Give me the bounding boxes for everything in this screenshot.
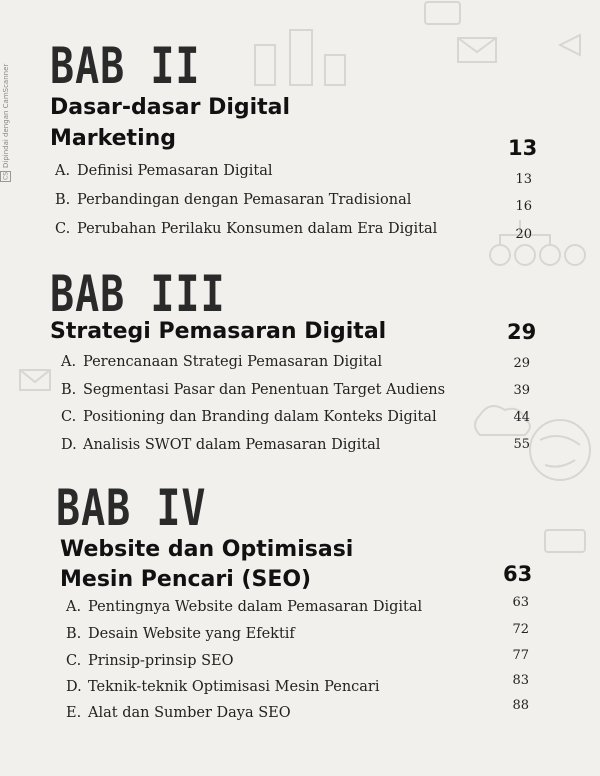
entry-letter: C.: [61, 409, 77, 425]
entry-page-number: 55: [513, 437, 530, 452]
entry-page-number: 13: [515, 172, 532, 187]
entry-letter: B.: [61, 382, 77, 398]
toc-entry: [61, 354, 382, 370]
scanner-watermark: [0, 2, 12, 182]
entry-page-number: 88: [512, 698, 529, 713]
toc-entry: [61, 437, 380, 453]
entry-text: Definisi Pemasaran Digital: [77, 163, 273, 179]
toc-entry: [66, 653, 234, 669]
toc-entry: [66, 626, 295, 642]
entry-text: Teknik-teknik Optimisasi Mesin Pencari: [88, 679, 380, 695]
entry-text: Perubahan Perilaku Konsumen dalam Era Digital: [77, 221, 438, 237]
entry-page-number: 16: [515, 199, 532, 214]
entry-text: Analisis SWOT dalam Pemasaran Digital: [83, 437, 381, 453]
chapter-title-line2: Marketing: [50, 126, 177, 151]
camscanner-logo-icon: CS: [2, 172, 10, 181]
chapter-title-line2: Mesin Pencari (SEO): [60, 567, 312, 592]
entry-page-number: 20: [515, 227, 532, 242]
toc-entry: [66, 679, 380, 695]
toc-entry: [55, 192, 411, 208]
entry-page-number: 83: [512, 673, 529, 688]
entry-text: Perbandingan dengan Pemasaran Tradisional: [77, 192, 412, 208]
entry-letter: E.: [66, 705, 82, 721]
entry-letter: C.: [55, 221, 71, 237]
chapter-label: BAB II: [50, 38, 201, 96]
entry-letter: C.: [66, 653, 82, 669]
entry-text: Perencanaan Strategi Pemasaran Digital: [83, 354, 383, 370]
entry-page-number: 44: [513, 410, 530, 425]
toc-entry: [66, 705, 291, 721]
chapter-page-number: 29: [507, 320, 537, 344]
chapter-label: BAB III: [50, 266, 226, 324]
entry-text: Segmentasi Pasar dan Penentuan Target Audiens: [83, 382, 446, 398]
entry-text: Prinsip-prinsip SEO: [88, 653, 234, 669]
entry-text: Pentingnya Website dalam Pemasaran Digital: [88, 599, 423, 615]
entry-text: Positioning dan Branding dalam Konteks Digital: [83, 409, 437, 425]
entry-page-number: 29: [513, 356, 530, 371]
chapter-title-line1: Dasar-dasar Digital: [50, 95, 291, 120]
chapter-page-number: 63: [503, 562, 533, 586]
entry-page-number: 63: [512, 595, 529, 610]
entry-letter: D.: [61, 437, 77, 453]
entry-page-number: 77: [512, 648, 529, 663]
chapter-label: BAB IV: [56, 480, 207, 538]
chapter-page-number: 13: [508, 136, 538, 160]
entry-letter: B.: [66, 626, 82, 642]
entry-page-number: 39: [513, 383, 530, 398]
entry-text: Alat dan Sumber Daya SEO: [88, 705, 291, 721]
toc-entry: [55, 221, 437, 237]
toc-entry: [55, 163, 273, 179]
entry-text: Desain Website yang Efektif: [88, 626, 295, 642]
toc-entry: [61, 409, 437, 425]
entry-letter: A.: [66, 599, 82, 615]
entry-page-number: 72: [512, 622, 529, 637]
chapter-title-line1: Strategi Pemasaran Digital: [50, 319, 387, 344]
entry-letter: A.: [61, 354, 77, 370]
toc-entry: [61, 382, 445, 398]
toc-entry: [66, 599, 422, 615]
chapter-title-line1: Website dan Optimisasi: [60, 537, 354, 562]
entry-letter: B.: [55, 192, 71, 208]
entry-letter: A.: [55, 163, 71, 179]
entry-letter: D.: [66, 679, 82, 695]
watermark-text: Dipindai dengan CamScanner: [2, 63, 10, 168]
